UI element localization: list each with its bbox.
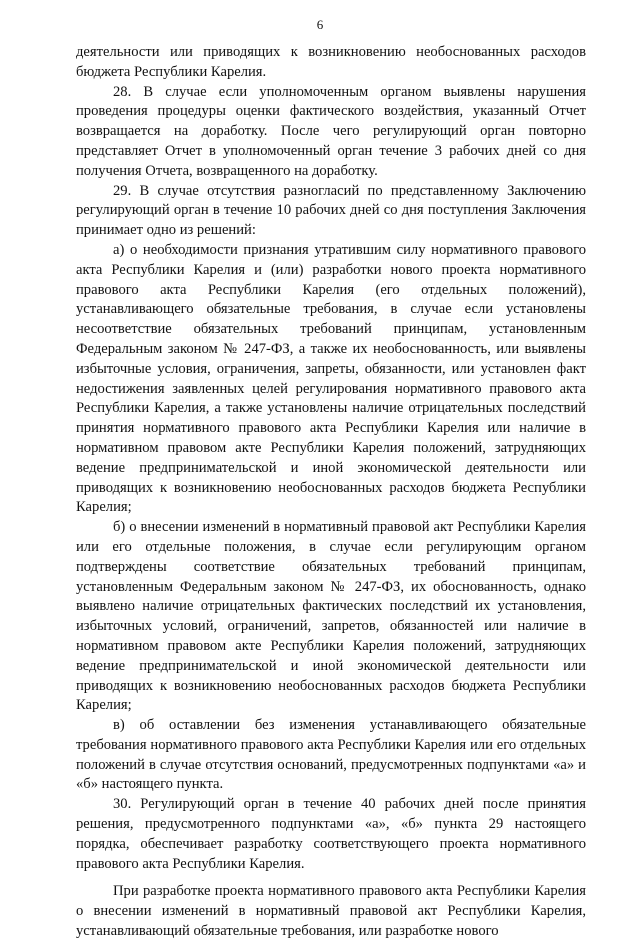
subparagraph-v: в) об оставлении без изменения устанавливающего обязательные требования нормативного правового акта Республики Карелия или его отдельных положений в случае отсутствия оснований, предусмотренных подпунктами «а» и «б» настоящего пункта. [76,717,586,793]
paragraph-continuation: деятельности или приводящих к возникновению необоснованных расходов бюджета Республики Карелия. [76,44,586,80]
paragraph-drafting: При разработке проекта нормативного правового акта Республики Карелия о внесении изменений в нормативный правовой акт Республики Карелия, устанавливающий обязательные требования, или разработке нового [76,883,586,940]
paragraph-29: 29. В случае отсутствия разногласий по представленному Заключению регулирующий орган в течение 10 рабочих дней со дня поступления Заключения принимает одно из решений: [76,182,586,239]
subparagraph-a: а) о необходимости признания утратившим силу нормативного правового акта Республики Карелия и (или) разработки нового проекта нормативного правового акта Республики Карелия (его отдельных положений), устанавливающего обязательные требования, в случае если установлены несоответствие обязательных требований принципам, установленным Федеральным законом № 247-ФЗ, а также их необоснованность, или выявлены избыточные условия, ограничения, запреты, обязанности, или установлен факт недостижения заявленных целей регулирования нормативного правового акта Республики Карелия, а также установлены наличие отрицательных последствий принятия нормативного правового акта Республики Карелия или наличие в нормативном правовом акте Республики Карелия положений, затрудняющих ведение предпринимательской и иной экономической деятельности или приводящих к возникновению необоснованных расходов бюджета Республики Карелия; [76,241,586,516]
body-text [76,43,586,942]
paragraph-28: 28. В случае если уполномоченным органом выявлены нарушения проведения процедуры оценки фактического воздействия, указанный Отчет возвращается на доработку. После чего регулирующий орган повторно представляет Отчет в уполномоченный орган течение 3 рабочих дней со дня получения Отчета, возвращенного на доработку. [76,83,586,179]
page-number: 6 [316,17,324,32]
subparagraph-b: б) о внесении изменений в нормативный правовой акт Республики Карелия или его отдельные положения, в случае если регулирующим органом подтверждены соответствие обязательных требований принципам, установленным Федеральным законом № 247-ФЗ, их обоснованность, однако выявлено наличие отрицательных фактических последствий их установления, избыточных условий, ограничений, запретов, обязанностей или наличие в нормативном правовом акте Республики Карелия положений, затрудняющих ведение предпринимательской и иной экономической деятельности или приводящих к возникновению необоснованных расходов бюджета Республики Карелия; [76,519,586,714]
paragraph-30: 30. Регулирующий орган в течение 40 рабочих дней после принятия решения, предусмотренного подпунктами «а», «б» пункта 29 настоящего порядка, обеспечивает разработку соответствующего проекта нормативного правового акта Республики Карелия. [76,796,586,872]
